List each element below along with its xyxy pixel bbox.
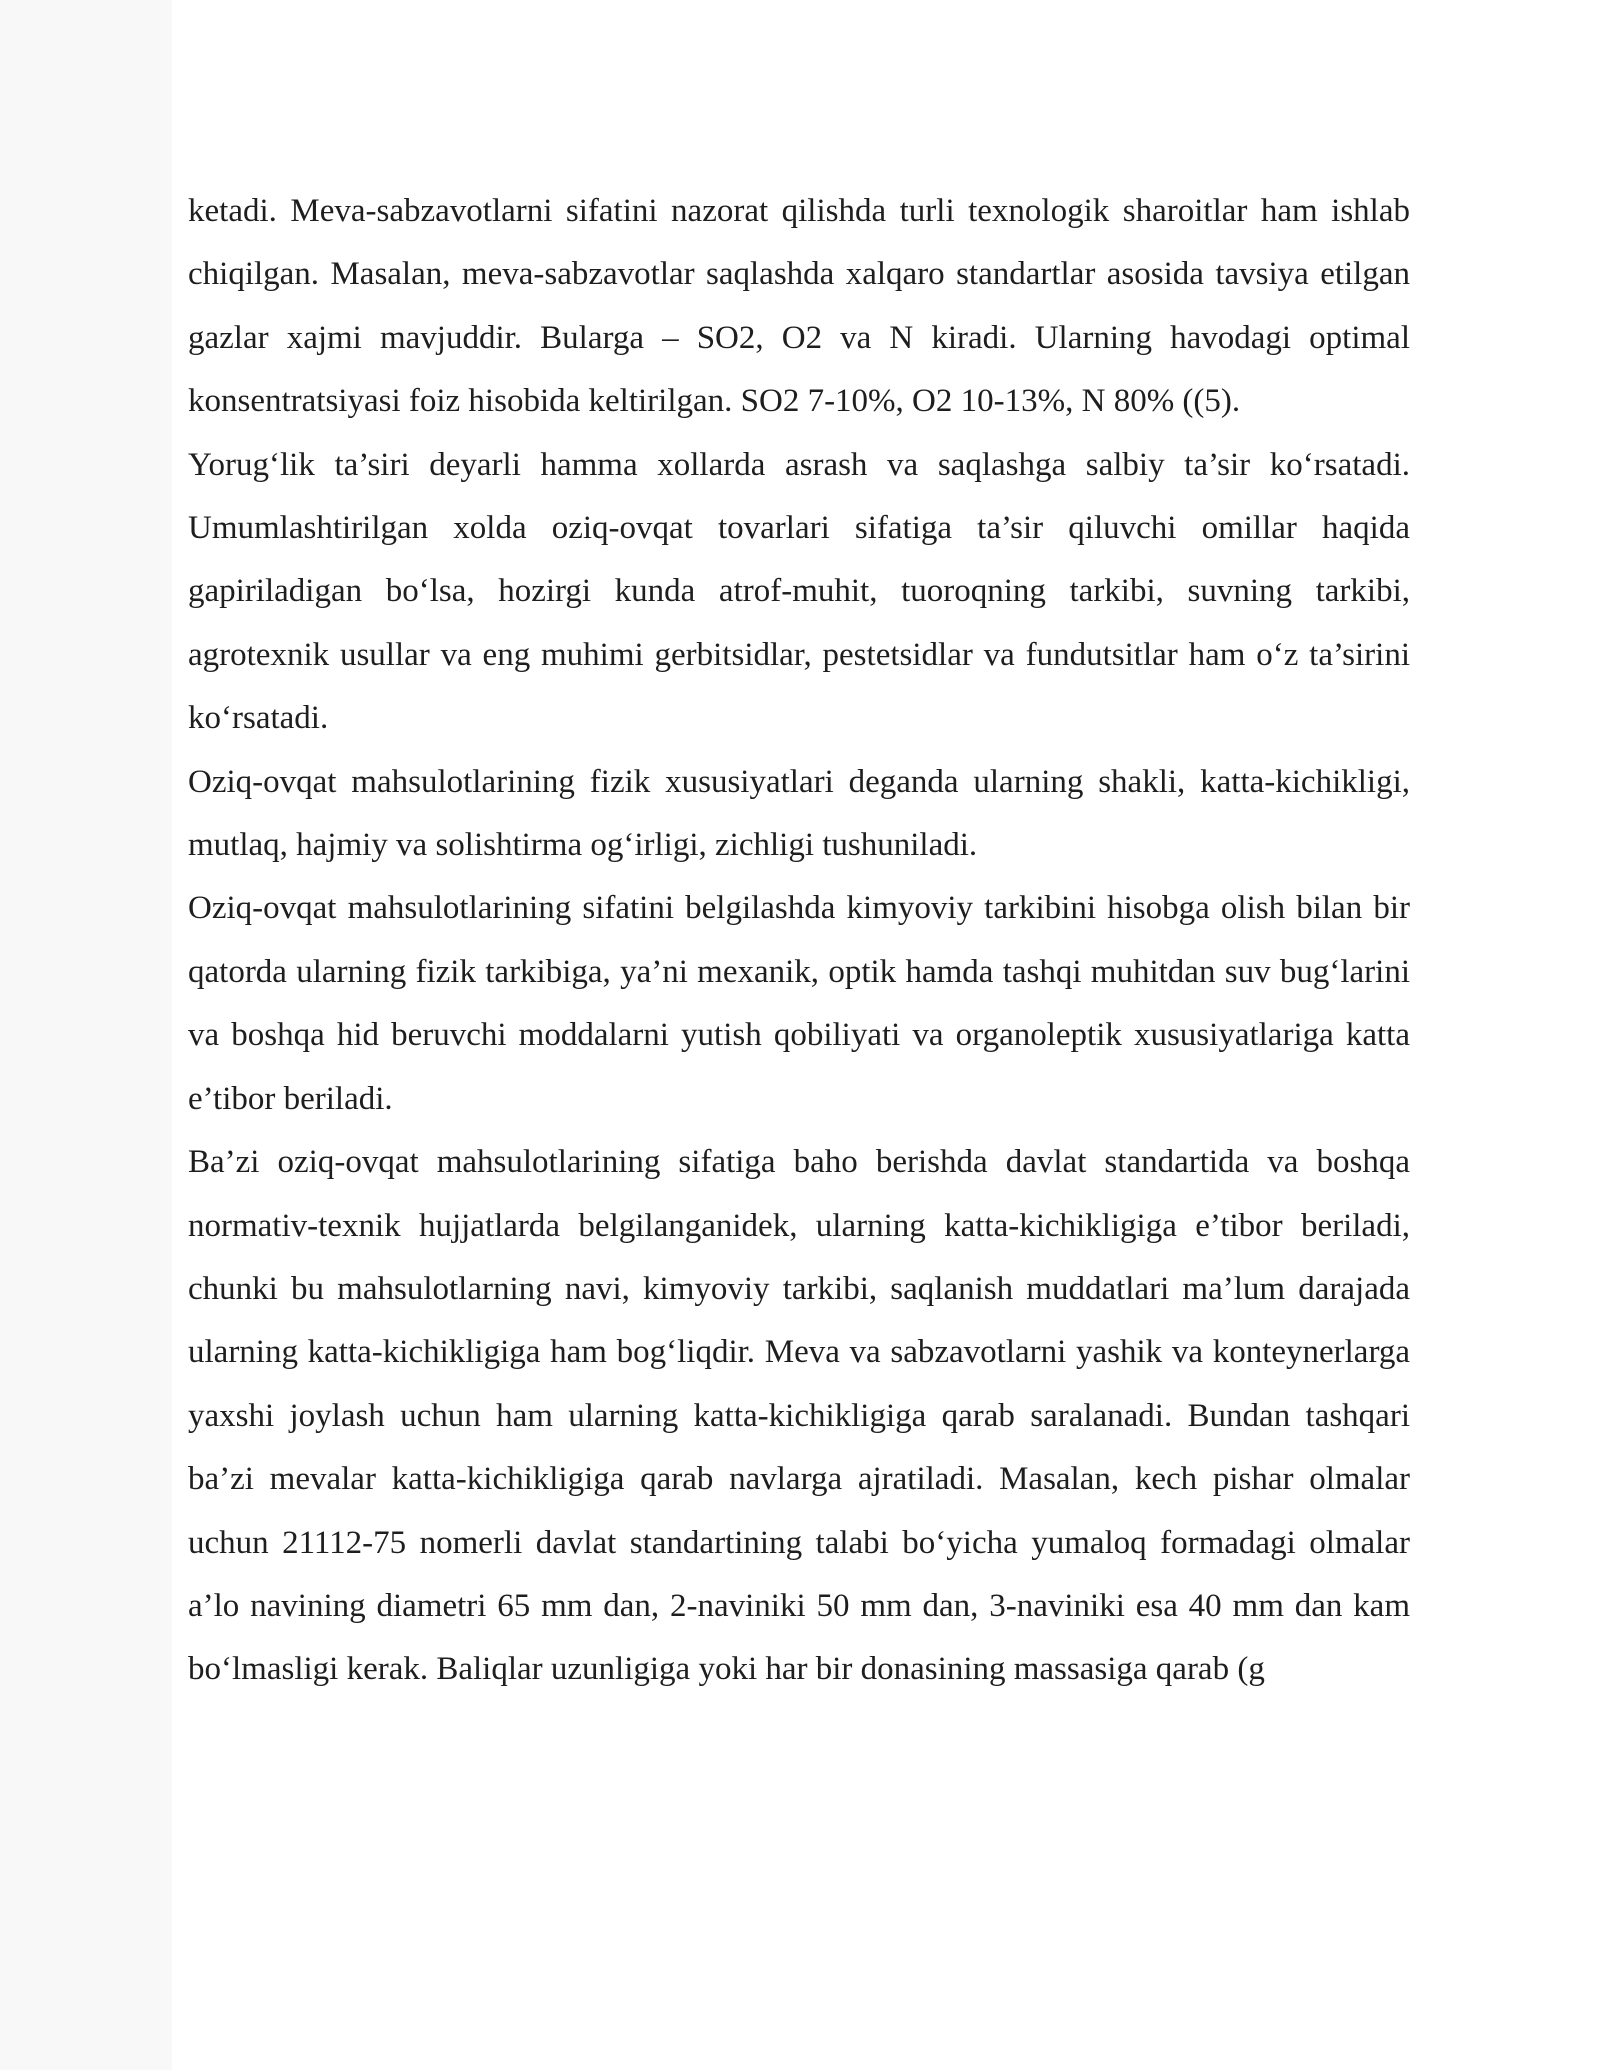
paragraph-1: ketadi. Meva-sabzavotlarni sifatini nazorat qilishda turli texnologik sharoitlar ham ishlab chiqilgan. Masalan, meva-sabzavotlar saqlashda xalqaro standartlar asosida tavsiya etilgan gazlar xajmi mavjuddir. Bularga – SO2, O2 va N kiradi. Ularning havodagi optimal konsentratsiyasi foiz hisobida keltirilgan. SO2 7-10%, O2 10-13%, N 80% ((5). (188, 193, 1410, 420)
paragraph-5: Ba’zi oziq-ovqat mahsulotlarining sifatiga baho berishda davlat standartida va boshqa normativ-texnik hujjatlarda belgilanganidek, ularning katta-kichikligiga e’tibor beriladi, chunki bu mahsulotlarning navi, kimyoviy tarkibi, saqlanish muddatlari ma’lum darajada ularning katta-kichikligiga ham bog‘liqdir. Meva va sabzavotlarni yashik va konteynerlarga yaxshi joylash uchun ham ularning katta-kichikligiga qarab saralanadi. Bundan tashqari ba’zi mevalar katta-kichikligiga qarab navlarga ajratiladi. Masalan, kech pishar olmalar uchun 21112-75 nomerli davlat standartining talabi bo‘yicha yumaloq formadagi olmalar a’lo navining diametri 65 mm dan, 2-naviniki 50 mm dan, 3-naviniki esa 40 mm dan kam bo‘lmasligi kerak. Baliqlar uzunligiga yoki har bir donasining massasiga qarab (g (188, 1144, 1410, 1688)
paragraph-3: Oziq-ovqat mahsulotlarining fizik xususiyatlari deganda ularning shakli, katta-kichikligi, mutlaq, hajmiy va solishtirma og‘irligi, zichligi tushuniladi. (188, 763, 1410, 864)
document-body (188, 180, 1410, 1702)
paragraph-2: Yorug‘lik ta’siri deyarli hamma xollarda asrash va saqlashga salbiy ta’sir ko‘rsatadi. Umumlashtirilgan xolda oziq-ovqat tovarlari sifatiga ta’sir qiluvchi omillar haqida gapiriladigan bo‘lsa, hozirgi kunda atrof-muhit, tuoroqning tarkibi, suvning tarkibi, agrotexnik usullar va eng muhimi gerbitsidlar, pestetsidlar va fundutsitlar ham o‘z ta’sirini ko‘rsatadi. (188, 446, 1410, 737)
paragraph-4: Oziq-ovqat mahsulotlarining sifatini belgilashda kimyoviy tarkibini hisobga olish bilan bir qatorda ularning fizik tarkibiga, ya’ni mexanik, optik hamda tashqi muhitdan suv bug‘larini va boshqa hid beruvchi moddalarni yutish qobiliyati va organoleptik xususiyatlariga katta e’tibor beriladi. (188, 890, 1410, 1117)
page-left-margin (0, 0, 172, 2070)
